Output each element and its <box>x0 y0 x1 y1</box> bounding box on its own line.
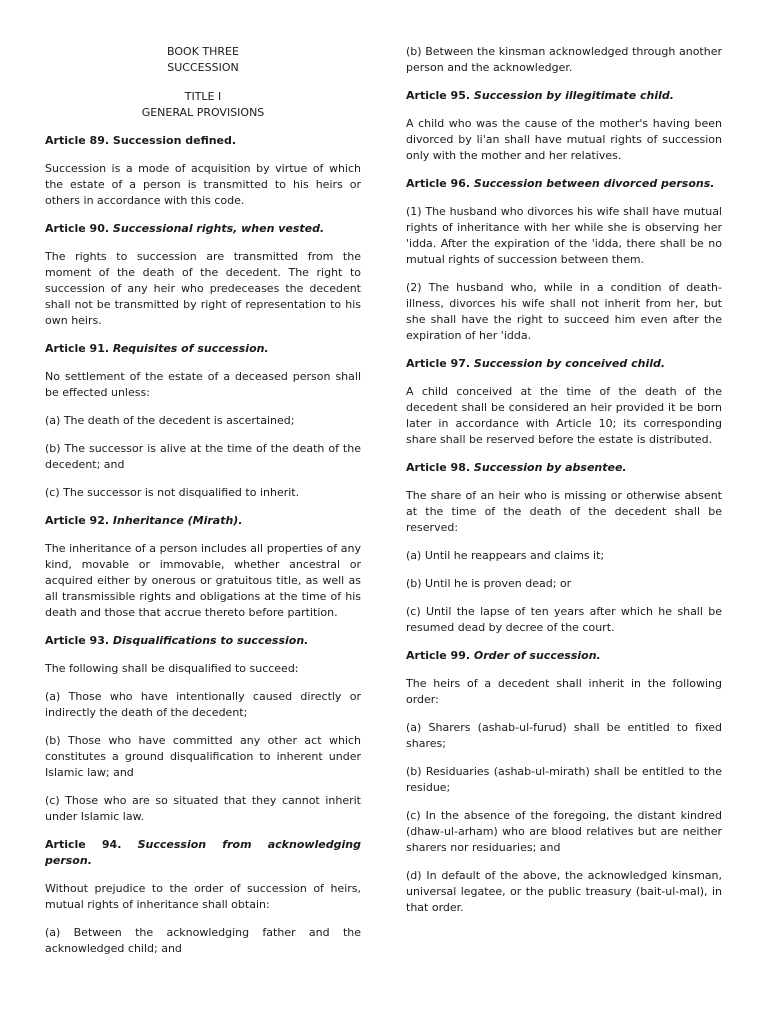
article-91-item-b: (b) The successor is alive at the time of the death of the decedent; and <box>45 442 361 471</box>
article-89-heading: Article 89. Succession defined. <box>45 134 237 147</box>
article-99-item-c: (c) In the absence of the foregoing, the distant kindred (dhaw-ul-arham) who are blood relatives but are neither sharers nor residuaries; and <box>406 809 722 854</box>
article-99-heading: Article 99. Order of succession. <box>406 649 601 662</box>
article-99-item-b: (b) Residuaries (ashab-ul-mirath) shall be entitled to the residue; <box>406 765 722 794</box>
book-number: BOOK THREE <box>167 45 239 58</box>
article-89-text: Succession is a mode of acquisition by virtue of which the estate of a person is transmitted to his heirs or others in accordance with this code. <box>45 162 361 207</box>
article-96-item-1: (1) The husband who divorces his wife shall have mutual rights of inheritance with her while she is observing her 'idda. After the expiration of the 'idda, there shall be no mutual rights of succession between them. <box>406 205 722 266</box>
article-98-item-a: (a) Until he reappears and claims it; <box>406 549 605 562</box>
article-97-text: A child conceived at the time of the death of the decedent shall be considered an heir provided it be born later in accordance with Article 10; its corresponding share shall be reserved before the estate is distributed. <box>406 385 722 446</box>
article-94-heading: Article 94. Succession from acknowledging person. <box>45 838 361 867</box>
article-91-text: No settlement of the estate of a deceased person shall be effected unless: <box>45 370 361 399</box>
article-98-item-b: (b) Until he is proven dead; or <box>406 577 572 590</box>
article-91-heading: Article 91. Requisites of succession. <box>45 342 269 355</box>
article-93-heading: Article 93. Disqualifications to succession. <box>45 634 309 647</box>
article-95-text: A child who was the cause of the mother's having been divorced by li'an shall have mutual rights of succession only with the mother and her relatives. <box>406 117 722 162</box>
article-93-item-c: (c) Those who are so situated that they cannot inherit under Islamic law. <box>45 794 361 823</box>
article-96-heading: Article 96. Succession between divorced persons. <box>406 177 715 190</box>
title-name: GENERAL PROVISIONS <box>141 106 265 119</box>
article-91-item-c: (c) The successor is not disqualified to inherit. <box>45 486 300 499</box>
right-column <box>406 44 722 928</box>
article-93-text: The following shall be disqualified to succeed: <box>45 662 299 675</box>
article-94-item-b: (b) Between the kinsman acknowledged through another person and the acknowledger. <box>406 45 722 74</box>
article-94-text: Without prejudice to the order of succession of heirs, mutual rights of inheritance shall obtain: <box>45 882 361 911</box>
article-96-item-2: (2) The husband who, while in a condition of death-illness, divorces his wife shall not inherit from her, but she shall have the right to succeed him even after the expiration of her 'idda. <box>406 281 722 342</box>
article-95-heading: Article 95. Succession by illegitimate child. <box>406 89 674 102</box>
article-99-text: The heirs of a decedent shall inherit in the following order: <box>406 677 722 706</box>
article-91-item-a: (a) The death of the decedent is ascertained; <box>45 414 295 427</box>
article-98-text: The share of an heir who is missing or otherwise absent at the time of the death of the decedent shall be reserved: <box>406 489 722 534</box>
article-98-item-c: (c) Until the lapse of ten years after which he shall be resumed dead by decree of the court. <box>406 605 722 634</box>
article-97-heading: Article 97. Succession by conceived child. <box>406 357 666 370</box>
document-heading <box>45 44 361 121</box>
article-93-item-b: (b) Those who have committed any other act which constitutes a ground disqualification to inherent under Islamic law; and <box>45 734 361 779</box>
left-column <box>45 44 361 969</box>
article-94-item-a: (a) Between the acknowledging father and the acknowledged child; and <box>45 926 361 955</box>
article-90-heading: Article 90. Successional rights, when vested. <box>45 222 325 235</box>
article-92-heading: Article 92. Inheritance (Mirath). <box>45 514 243 527</box>
article-98-heading: Article 98. Succession by absentee. <box>406 461 627 474</box>
title-number: TITLE I <box>184 90 222 103</box>
article-99-item-d: (d) In default of the above, the acknowledged kinsman, universal legatee, or the public treasury (bait-ul-mal), in that order. <box>406 869 722 914</box>
article-93-item-a: (a) Those who have intentionally caused directly or indirectly the death of the decedent; <box>45 690 361 719</box>
article-90-text: The rights to succession are transmitted from the moment of the death of the decedent. The right to succession of any heir who predeceases the decedent shall not be transmitted by right of representation to his own heirs. <box>45 250 361 327</box>
book-title: SUCCESSION <box>167 61 239 74</box>
article-99-item-a: (a) Sharers (ashab-ul-furud) shall be entitled to fixed shares; <box>406 721 722 750</box>
article-92-text: The inheritance of a person includes all properties of any kind, movable or immovable, whether ancestral or acquired either by onerous or gratuitous title, as well as all transmissible rights and obligations at the time of his death and those that accrue thereto before partition. <box>45 542 361 619</box>
